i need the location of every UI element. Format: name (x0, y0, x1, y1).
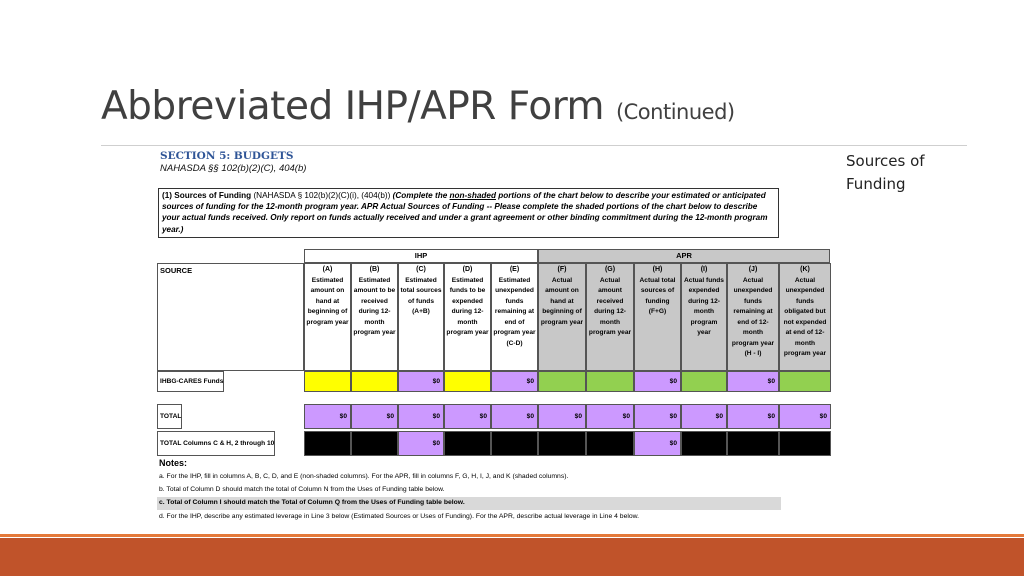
instructions-part2: portions of the chart below to describe your estimated or anticipated sources of funding for the 12-month program year. APR Actual Sources of Funding -- Please complete the shaded portions of the chart below to describe your actual funds received. Only report on funds actually received and under a grant agreement or other binding commitment during the 12-month program year.) (162, 191, 768, 234)
instructions-part1: (Complete the (392, 191, 448, 200)
total-ch-cell[interactable] (538, 431, 586, 456)
column-description: Actual unexpended funds remaining at end of 12-month program year (H - I) (731, 276, 775, 357)
total-cell[interactable]: $0 (491, 404, 538, 429)
total-cell[interactable]: $0 (681, 404, 727, 429)
note-c: c. Total of Column I should match the Total of Column Q from the Uses of Funding table below. (159, 499, 465, 506)
total-cell[interactable]: $0 (444, 404, 491, 429)
total-ch-cell[interactable]: $0 (398, 431, 444, 456)
total-cell[interactable]: $0 (351, 404, 398, 429)
total-ch-cell[interactable] (727, 431, 779, 456)
column-description: Estimated unexpended funds remaining at end of program year (C-D) (493, 276, 536, 347)
ihbg-cell[interactable]: $0 (727, 371, 779, 392)
column-letter: (B) (369, 266, 380, 273)
total-ch-cell[interactable] (681, 431, 727, 456)
total-cell[interactable]: $0 (586, 404, 634, 429)
column-header-a (304, 263, 351, 371)
instructions-cite: (NAHASDA § 102(b)(2)(C)(i), (404(b)) (253, 191, 391, 200)
instructions-lead: (1) Sources of Funding (162, 191, 252, 200)
source-header: SOURCE (157, 263, 304, 371)
total-ch-cell[interactable]: $0 (634, 431, 681, 456)
column-header-d (444, 263, 491, 371)
title-suffix: (Continued) (615, 100, 735, 124)
note-a: a. For the IHP, fill in columns A, B, C, D, and E (non-shaded columns). For the APR, fill in columns F, G, H, I, J, and K (shaded columns). (159, 473, 569, 480)
row-label-total: TOTAL (157, 404, 182, 429)
note-d: d. For the IHP, describe any estimated leverage in Line 3 below (Estimated Sources or Uses of Funding). For the APR, describe actual leverage in Line 4 below. (159, 513, 640, 520)
column-description: Actual total sources of funding (F+G) (639, 276, 676, 315)
column-description: Actual funds expended during 12-month program year (684, 276, 724, 336)
total-ch-cell[interactable] (779, 431, 831, 456)
column-letter: (C) (416, 266, 426, 273)
ihbg-cell[interactable]: $0 (491, 371, 538, 392)
total-cell[interactable]: $0 (779, 404, 831, 429)
column-letter: (J) (748, 266, 758, 273)
column-letter: (E) (509, 266, 520, 273)
slide-title (101, 84, 735, 129)
instructions-underlined: non-shaded (449, 191, 496, 200)
column-header-i (681, 263, 727, 371)
column-description: Actual amount received during 12-month program year (588, 276, 632, 336)
total-cell[interactable]: $0 (634, 404, 681, 429)
row-label-ihbg: IHBG-CARES Funds (157, 371, 224, 392)
total-ch-cell[interactable] (351, 431, 398, 456)
row-label-total-ch: TOTAL Columns C & H, 2 through 10 (157, 431, 275, 456)
column-description: Actual amount on hand at beginning of program year (540, 276, 584, 326)
total-ch-cell[interactable] (491, 431, 538, 456)
group-header-apr: APR (538, 249, 830, 263)
side-note: Sources of Funding (846, 152, 925, 193)
ihbg-cell[interactable] (586, 371, 634, 392)
ihbg-cell[interactable]: $0 (634, 371, 681, 392)
group-header-ihp: IHP (304, 249, 538, 263)
column-description: Actual unexpended funds obligated but not expended at end of 12-month program year (783, 276, 827, 357)
total-cell[interactable]: $0 (398, 404, 444, 429)
footer-bar (0, 538, 1024, 576)
column-header-j (727, 263, 779, 371)
column-header-f (538, 263, 586, 371)
column-description: Estimated total sources of funds (A+B) (400, 276, 442, 315)
section-title: SECTION 5: BUDGETS (160, 150, 294, 162)
total-cell[interactable]: $0 (727, 404, 779, 429)
total-ch-cell[interactable] (586, 431, 634, 456)
ihbg-cell[interactable] (351, 371, 398, 392)
total-ch-cell[interactable] (444, 431, 491, 456)
column-description: Estimated amount to be received during 12-month program year (353, 276, 396, 336)
column-letter: (F) (557, 266, 567, 273)
ihbg-cell[interactable] (538, 371, 586, 392)
title-main: Abbreviated IHP/APR Form (101, 84, 605, 129)
column-header-c (398, 263, 444, 371)
ihbg-cell[interactable] (444, 371, 491, 392)
column-header-b (351, 263, 398, 371)
total-ch-cell[interactable] (304, 431, 351, 456)
column-letter: (I) (700, 266, 708, 273)
notes-heading: Notes: (159, 458, 188, 468)
title-divider (101, 145, 967, 146)
total-cell[interactable]: $0 (304, 404, 351, 429)
ihbg-cell[interactable] (681, 371, 727, 392)
ihbg-cell[interactable]: $0 (398, 371, 444, 392)
column-header-e (491, 263, 538, 371)
ihbg-cell[interactable] (304, 371, 351, 392)
column-letter: (D) (462, 266, 473, 273)
column-letter: (A) (322, 266, 333, 273)
column-letter: (G) (604, 266, 616, 273)
column-description: Estimated amount on hand at beginning of program year (306, 276, 349, 326)
total-cell[interactable]: $0 (538, 404, 586, 429)
footer-accent-line (0, 534, 1024, 537)
column-description: Estimated funds to be expended during 12-month program year (446, 276, 489, 336)
ihbg-cell[interactable] (779, 371, 831, 392)
column-letter: (H) (652, 266, 663, 273)
column-letter: (K) (800, 266, 810, 273)
column-header-k (779, 263, 831, 371)
note-b: b. Total of Column D should match the total of Column N from the Uses of Funding table below. (159, 486, 445, 493)
column-header-h (634, 263, 681, 371)
section-citation: NAHASDA §§ 102(b)(2)(C), 404(b) (160, 163, 307, 174)
instructions-box (158, 188, 779, 238)
column-header-g (586, 263, 634, 371)
